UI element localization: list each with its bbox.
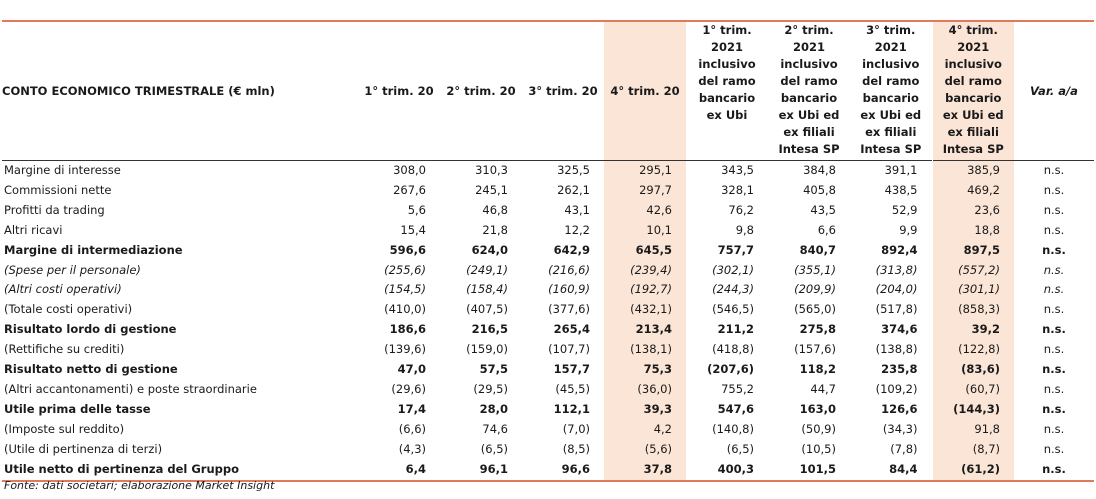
col-header-q2-2021 [768,21,850,161]
row-label: Utile netto di pertinenza del Gruppo [2,460,358,481]
value-cell: (157,6) [794,342,836,357]
row-label: Margine di interesse [2,161,358,181]
table-row [2,420,1094,440]
value-cell: (61,2) [932,460,1014,481]
cell-var-yoy: n.s. [1043,262,1065,277]
value-cell: 76,2 [728,202,754,217]
value-cell: (255,6) [384,262,426,277]
cell-var-yoy: n.s. [1043,222,1065,237]
value-cell: (107,7) [548,342,590,357]
value-cell: 9,9 [899,222,918,237]
value-cell: (410,0) [384,302,426,317]
value-cell: 400,3 [686,460,768,481]
value-cell: (244,3) [712,282,754,297]
value-cell: 18,8 [932,221,1014,241]
value-cell: 21,8 [482,222,508,237]
cell-var-yoy: n.s. [1043,421,1065,436]
cell-var-yoy: n.s. [1042,322,1066,337]
table-row [2,340,1094,360]
value-cell: 186,6 [389,322,426,337]
value-cell: 57,5 [479,362,508,377]
value-cell: 43,5 [810,202,836,217]
value-cell: 6,4 [358,460,440,481]
row-label: (Spese per il personale) [4,262,141,277]
table-row [2,300,1094,320]
table-row [2,360,1094,380]
value-cell: (10,5) [801,441,836,456]
value-cell: 310,3 [440,161,522,181]
value-cell: 262,1 [557,182,590,197]
value-cell: 37,8 [604,460,686,481]
value-cell: (407,5) [466,302,508,317]
value-cell: (216,6) [548,262,590,277]
row-label: (Utile di pertinenza di terzi) [4,441,163,456]
value-cell: 267,6 [393,182,426,197]
value-cell: 39,3 [604,400,686,420]
value-cell: 235,8 [881,362,918,377]
value-cell: (160,9) [548,282,590,297]
value-cell: 297,7 [604,181,686,201]
value-cell: 101,5 [768,460,850,481]
value-cell: 405,8 [803,182,836,197]
value-cell: 42,6 [604,201,686,221]
value-cell: 23,6 [932,201,1014,221]
value-cell: 112,1 [553,401,590,416]
table-row [2,221,1094,241]
value-cell: (7,8) [890,441,918,456]
value-cell: (158,4) [466,282,508,297]
value-cell: 642,9 [553,242,590,257]
table-row [2,161,1094,181]
value-cell: (546,5) [712,302,754,317]
value-cell: 46,8 [482,202,508,217]
value-cell: (34,3) [882,421,918,436]
value-cell: (159,0) [466,342,508,357]
value-cell: (207,6) [707,362,754,377]
cell-var-yoy: n.s. [1043,182,1065,197]
value-cell: 295,1 [604,161,686,181]
value-cell: (557,2) [932,261,1014,281]
row-label: Profitti da trading [4,202,105,217]
table-row [2,201,1094,221]
value-cell: 384,8 [768,161,850,181]
row-label: Altri ricavi [4,222,63,237]
value-cell: 126,6 [881,401,918,416]
cell-var-yoy: n.s. [1043,381,1065,396]
col-header-text: 2° trim. 2021 inclusivo del ramo bancario ex Ubi ed ex filiali Intesa SP [778,23,840,156]
row-label: (Rettifiche su crediti) [4,342,125,357]
value-cell: (239,4) [604,261,686,281]
col-header-var-yoy: Var. a/a [1030,84,1078,98]
value-cell: 547,6 [717,401,754,416]
value-cell: 892,4 [881,242,918,257]
value-cell: (29,6) [391,381,426,396]
value-cell: 308,0 [358,161,440,181]
value-cell: (45,5) [555,381,590,396]
value-cell: 44,7 [810,381,836,396]
value-cell: (302,1) [712,262,754,277]
row-label: Utile prima delle tasse [4,401,151,416]
value-cell: 84,4 [850,460,932,481]
table-row [2,440,1094,460]
value-cell: (144,3) [932,400,1014,420]
value-cell: (6,6) [398,421,426,436]
cell-var-yoy: n.s. [1042,362,1066,377]
value-cell: 118,2 [799,362,836,377]
value-cell: 12,2 [564,222,590,237]
col-header-q4-2020: 4° trim. 20 [604,21,686,161]
value-cell: 385,9 [932,161,1014,181]
value-cell: 374,6 [881,322,918,337]
value-cell: (7,0) [562,421,590,436]
row-label: (Totale costi operativi) [4,302,133,317]
value-cell: (517,8) [875,302,918,317]
value-cell: 163,0 [799,401,836,416]
value-cell: 52,9 [891,202,918,217]
value-cell: 28,0 [479,401,508,416]
value-cell: (138,8) [875,342,918,357]
table-header-row [2,21,1094,161]
value-cell: 245,1 [475,182,508,197]
value-cell: (192,7) [604,280,686,300]
value-cell: (50,9) [801,421,836,436]
table-row [2,241,1094,261]
value-cell: (301,1) [932,280,1014,300]
row-label: Margine di intermediazione [4,242,183,257]
value-cell: (8,5) [562,441,590,456]
col-header-text: 3° trim. 2021 inclusivo del ramo bancario ex Ubi ed ex filiali Intesa SP [860,23,922,156]
value-cell: (36,0) [604,380,686,400]
value-cell: 624,0 [471,242,508,257]
value-cell: (249,1) [466,262,508,277]
value-cell: 75,3 [604,360,686,380]
value-cell: (138,1) [604,340,686,360]
cell-var-yoy: n.s. [1043,342,1065,357]
value-cell: (432,1) [604,300,686,320]
cell-var-yoy: n.s. [1014,460,1094,481]
value-cell: (154,5) [384,282,426,297]
cell-var-yoy: n.s. [1043,302,1065,317]
cell-var-yoy: n.s. [1014,161,1094,181]
value-cell: 74,6 [482,421,508,436]
value-cell: (418,8) [712,342,754,357]
value-cell: 840,7 [799,242,836,257]
table-row [2,380,1094,400]
source-note: Fonte: dati societari; elaborazione Market Insight [4,479,275,492]
value-cell: 343,5 [686,161,768,181]
table-row [2,400,1094,420]
value-cell: 47,0 [397,362,426,377]
value-cell: (109,2) [875,381,918,396]
col-header-q1-2021 [686,21,768,161]
col-header-q4-2021 [932,21,1014,161]
row-label: Risultato netto di gestione [4,362,178,377]
value-cell: 91,8 [932,420,1014,440]
value-cell: 469,2 [932,181,1014,201]
value-cell: 96,1 [440,460,522,481]
value-cell: (377,6) [548,302,590,317]
value-cell: 216,5 [471,322,508,337]
value-cell: 596,6 [389,242,426,257]
col-header-q3-2021 [850,21,932,161]
row-label: (Altri costi operativi) [4,282,122,297]
value-cell: (565,0) [794,302,836,317]
col-header-q1-2020: 1° trim. 20 [364,84,434,98]
row-label: Risultato lordo di gestione [4,322,177,337]
value-cell: 5,6 [407,202,426,217]
value-cell: (29,5) [473,381,508,396]
table-title: CONTO ECONOMICO TRIMESTRALE (€ mln) [2,84,275,98]
value-cell: (140,8) [712,421,754,436]
value-cell: 9,8 [735,222,754,237]
cell-var-yoy: n.s. [1043,441,1065,456]
cell-var-yoy: n.s. [1042,401,1066,416]
value-cell: (858,3) [932,300,1014,320]
cell-var-yoy: n.s. [1043,202,1065,217]
table-row [2,280,1094,300]
value-cell: 275,8 [799,322,836,337]
value-cell: (8,7) [932,440,1014,460]
table-row [2,181,1094,201]
cell-var-yoy: n.s. [1043,282,1065,297]
value-cell: 897,5 [932,241,1014,261]
value-cell: 328,1 [721,182,754,197]
value-cell: (204,0) [875,282,918,297]
value-cell: 211,2 [717,322,754,337]
value-cell: 645,5 [604,241,686,261]
value-cell: 17,4 [397,401,426,416]
value-cell: 325,5 [522,161,604,181]
value-cell: (6,5) [480,441,508,456]
value-cell: 96,6 [522,460,604,481]
value-cell: (355,1) [794,262,836,277]
value-cell: (209,9) [794,282,836,297]
table-row [2,320,1094,340]
table-row [2,261,1094,281]
value-cell: (313,8) [875,262,918,277]
value-cell: 157,7 [553,362,590,377]
value-cell: 10,1 [604,221,686,241]
col-header-text: 4° trim. 2021 inclusivo del ramo bancario ex Ubi ed ex filiali Intesa SP [942,23,1004,156]
table-body [2,161,1094,481]
value-cell: (4,3) [398,441,426,456]
col-header-q3-2020: 3° trim. 20 [528,84,598,98]
value-cell: 755,2 [721,381,754,396]
income-statement-table [2,20,1094,482]
value-cell: (139,6) [384,342,426,357]
value-cell: 15,4 [400,222,426,237]
row-label: (Imposte sul reddito) [4,421,125,436]
value-cell: (122,8) [932,340,1014,360]
value-cell: 43,1 [564,202,590,217]
value-cell: (5,6) [604,440,686,460]
value-cell: 757,7 [717,242,754,257]
value-cell: 391,1 [850,161,932,181]
table-row [2,460,1094,481]
row-label: Commissioni nette [4,182,112,197]
col-header-q2-2020: 2° trim. 20 [446,84,516,98]
value-cell: 4,2 [604,420,686,440]
value-cell: (83,6) [932,360,1014,380]
col-header-text: 1° trim. 2021 inclusivo del ramo bancario ex Ubi [698,23,756,122]
cell-var-yoy: n.s. [1042,242,1066,257]
value-cell: 39,2 [932,320,1014,340]
value-cell: (60,7) [932,380,1014,400]
value-cell: 438,5 [884,182,918,197]
value-cell: 213,4 [604,320,686,340]
row-label: (Altri accantonamenti) e poste straordinarie [4,381,257,396]
value-cell: (6,5) [726,441,754,456]
value-cell: 6,6 [817,222,836,237]
value-cell: 265,4 [553,322,590,337]
